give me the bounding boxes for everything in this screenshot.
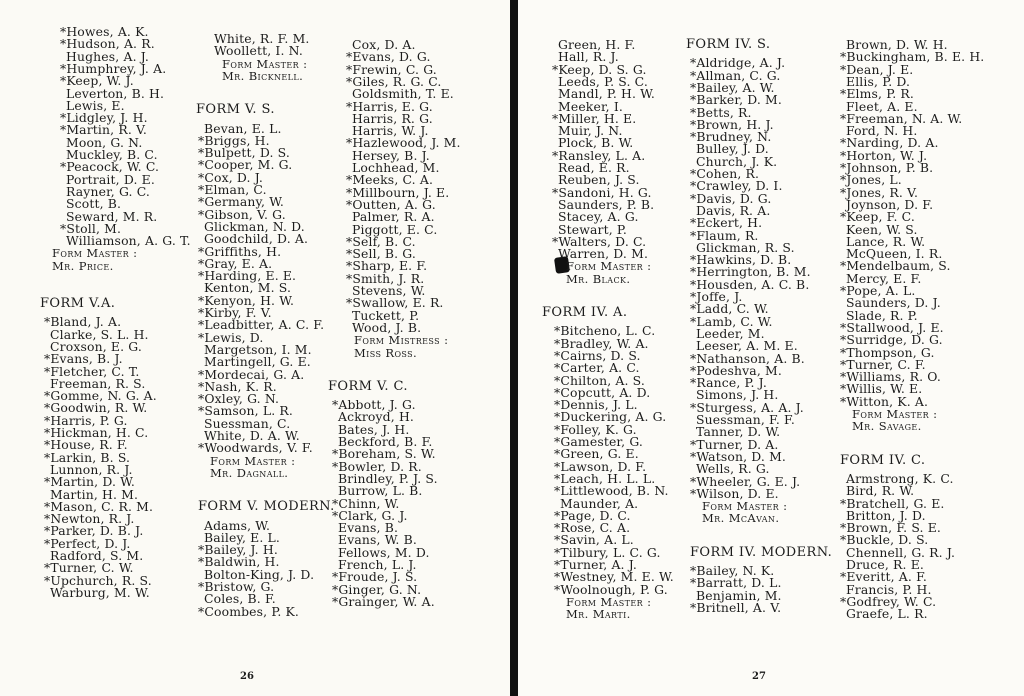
name-entry: *Parker, D. B. J. <box>44 523 144 539</box>
name-entry: *Bailey, J. H. <box>198 542 278 558</box>
name-entry: Bolton-King, J. D. <box>204 566 315 582</box>
name-entry: *Bristow, G. <box>198 579 275 594</box>
name-entry: Keen, W. S. <box>846 221 918 237</box>
name-entry: *Cohen, R. <box>690 166 760 181</box>
name-entry: Stevens, W. <box>352 283 426 298</box>
name-entry: *Crawley, D. I. <box>690 178 783 194</box>
name-entry: Tanner, D. W. <box>696 424 781 440</box>
name-entry: *Bland, J. A. <box>44 314 122 330</box>
name-entry: French, L. J. <box>338 557 417 572</box>
name-entry: Green, H. F. <box>558 37 636 52</box>
name-entry: Evans, B. <box>338 520 399 536</box>
name-entry: *Herrington, B. M. <box>690 264 811 280</box>
name-entry: Bates, J. H. <box>338 421 410 437</box>
name-entry: *Evans, B. J. <box>44 351 123 367</box>
name-entry: Church, J. K. <box>696 153 778 169</box>
name-entry: *Kirby, F. V. <box>198 305 272 320</box>
name-entry: *Wheeler, G. E. J. <box>690 473 801 489</box>
form-heading: FORM IV. A. <box>542 305 628 320</box>
name-entry: *Boreham, S. W. <box>332 446 436 462</box>
name-entry: Warren, D. M. <box>558 246 649 262</box>
name-entry: *Savin, A. L. <box>554 532 634 548</box>
name-entry: Hall, R. J. <box>558 49 619 65</box>
name-entry: Beckford, B. F. <box>338 434 433 449</box>
name-entry: *Peacock, W. C. <box>60 159 160 175</box>
form-heading: FORM V.A. <box>40 296 116 311</box>
form-master-name: Mr. McAvan. <box>702 511 780 526</box>
name-entry: *Copcutt, A. D. <box>554 384 651 400</box>
name-entry: Maunder, A. <box>560 495 639 511</box>
form-master-label: Form Master : <box>566 259 652 274</box>
name-entry: *Surridge, D. G. <box>840 332 943 348</box>
name-entry: *Brudney, N. <box>690 129 772 145</box>
name-entry: Palmer, R. A. <box>352 209 435 225</box>
name-entry: *Lamb, C. W. <box>690 313 773 329</box>
name-entry: Stacey, A. G. <box>558 209 639 225</box>
name-entry: *Horton, W. J. <box>840 147 928 163</box>
name-entry: *Witton, K. A. <box>840 393 929 409</box>
name-entry: *Froude, J. S. <box>332 569 418 585</box>
name-entry: *Flaum, R. <box>690 227 759 243</box>
name-entry: *Ginger, G. N. <box>332 581 422 597</box>
name-entry: *Baldwin, H. <box>198 554 280 570</box>
name-entry: Piggott, E. C. <box>352 221 438 237</box>
name-entry: Benjamin, M. <box>696 587 782 603</box>
name-entry: *Coombes, P. K. <box>198 603 299 619</box>
name-entry: Lewis, E. <box>66 97 125 113</box>
name-entry: Moon, G. N. <box>66 134 143 150</box>
name-entry: Freeman, R. S. <box>50 375 146 391</box>
name-entry: Armstrong, K. C. <box>846 470 954 486</box>
name-entry: Davis, R. A. <box>696 202 771 218</box>
form-heading: FORM IV. C. <box>840 452 926 468</box>
form-master-label: Form Master : <box>566 594 652 609</box>
name-entry: *Stoll, M. <box>60 220 122 236</box>
name-entry: *Abbott, J. G. <box>332 397 416 413</box>
name-entry: *Wilson, D. E. <box>690 485 779 501</box>
name-entry: Simons, J. H. <box>696 387 779 403</box>
name-entry: *Thompson, G. <box>840 344 935 360</box>
form-master-label: Form Master : <box>210 453 296 468</box>
form-master-name: Mr. Marti. <box>566 607 631 622</box>
name-entry: Bulley, J. D. <box>696 141 769 157</box>
form-heading: FORM V. C. <box>328 378 408 394</box>
name-entry: *Humphrey, J. A. <box>60 60 167 76</box>
name-entry: Williamson, A. G. T. <box>66 233 191 249</box>
name-entry: *Gibson, V. G. <box>198 206 286 222</box>
name-entry: *Leach, H. L. L. <box>554 470 656 486</box>
name-entry: Chennell, G. R. J. <box>846 544 956 560</box>
name-entry: Bailey, E. L. <box>204 529 281 545</box>
name-entry: Harris, W. J. <box>352 123 429 139</box>
name-entry: *Cox, D. J. <box>198 169 263 185</box>
name-entry: White, R. F. M. <box>214 31 310 46</box>
form-heading: FORM IV. MODERN. <box>690 544 833 560</box>
name-entry: Saunders, P. B. <box>558 196 655 212</box>
name-entry: *Davis, D. G. <box>690 190 772 206</box>
name-entry: *Hazlewood, J. M. <box>346 135 461 151</box>
name-entry: Mandl, P. H. W. <box>558 86 655 102</box>
name-entry: McQueen, I. R. <box>846 246 943 262</box>
name-entry: *Hawkins, D. B. <box>690 252 792 268</box>
name-entry: Leeder, M. <box>696 325 765 341</box>
name-entry: *Bitcheno, L. C. <box>554 323 656 339</box>
name-entry: *Gamester, G. <box>554 434 644 449</box>
name-entry: Hughes, A. J. <box>66 48 149 64</box>
name-entry: *Bailey, N. K. <box>690 563 775 578</box>
name-entry: *Keep, F. C. <box>840 209 915 225</box>
form-master-label: Form Master : <box>222 56 308 71</box>
name-entry: *Freeman, N. A. W. <box>840 110 963 126</box>
name-entry: Read, E. R. <box>558 160 630 175</box>
name-entry: Martingell, G. E. <box>204 354 311 370</box>
name-entry: Clarke, S. L. H. <box>50 326 149 342</box>
form-master-label: Form Master : <box>852 407 938 421</box>
name-entry: *Willis, W. E. <box>840 381 923 397</box>
name-entry: *Perfect, D. J. <box>44 535 131 551</box>
name-entry: Glickman, N. D. <box>204 218 305 234</box>
form-master-name: Mr. Bicknell. <box>222 68 304 83</box>
name-entry: Lochhead, M. <box>352 160 440 175</box>
name-entry: *Folley, K. G. <box>554 421 637 437</box>
name-entry: *Jones, L. <box>840 172 902 188</box>
name-entry: *Griffiths, H. <box>198 243 282 259</box>
name-entry: *Cairns, D. S. <box>554 347 641 363</box>
name-entry: *Rance, P. J. <box>690 375 767 391</box>
name-entry: Seward, M. R. <box>66 208 158 224</box>
name-entry: *Chilton, A. S. <box>554 372 645 388</box>
name-entry: *Hudson, A. R. <box>60 36 155 52</box>
name-entry: *Betts, R. <box>690 104 752 120</box>
name-entry: *Sturgess, A. A. J. <box>690 399 804 415</box>
name-entry: Warburg, M. W. <box>50 584 150 600</box>
form-heading: FORM V. MODERN. <box>198 499 335 515</box>
name-entry: *Godfrey, W. C. <box>840 593 937 609</box>
name-entry: *Swallow, E. R. <box>346 295 444 311</box>
name-entry: *Larkin, B. S. <box>44 449 131 465</box>
name-entry: *Watson, D. M. <box>690 448 786 464</box>
form-master-name: Mr. Price. <box>52 258 114 273</box>
name-entry: Leeds, P. S. C. <box>558 73 648 89</box>
name-entry: *Pope, A. L. <box>840 283 916 298</box>
form-master-name: Mr. Savage. <box>852 419 922 434</box>
name-entry: *Aldridge, A. J. <box>690 55 786 71</box>
name-entry: Joynson, D. F. <box>846 196 934 212</box>
form-master-name: Miss Ross. <box>354 345 418 360</box>
name-entry: Suessman, F. F. <box>696 412 795 427</box>
name-entry: *Sandoni, H. G. <box>552 184 652 200</box>
form-heading: FORM V. S. <box>196 102 275 118</box>
name-entry: Graefe, L. R. <box>846 606 928 622</box>
book-gutter <box>510 0 518 696</box>
name-entry: *Tilbury, L. C. G. <box>554 544 661 560</box>
name-entry: *Johnson, P. B. <box>840 160 934 175</box>
name-entry: Radford, S. M. <box>50 548 144 563</box>
name-entry: Bevan, E. L. <box>204 120 282 136</box>
name-entry: *Hickman, H. C. <box>44 425 149 440</box>
name-entry: Lance, R. W. <box>846 233 926 249</box>
form-master-label: Form Master : <box>52 246 138 261</box>
name-entry: *Turner, A. J. <box>554 557 637 572</box>
name-entry: *Lidgley, J. H. <box>60 110 148 126</box>
name-entry: *Bradley, W. A. <box>554 335 649 351</box>
name-entry: *Brown, F. S. E. <box>840 520 941 536</box>
name-entry: *Barker, D. M. <box>690 92 782 108</box>
name-entry: *Buckingham, B. E. H. <box>840 49 985 65</box>
name-entry: *Turner, D. A. <box>690 436 779 452</box>
name-entry: *Lawson, D. F. <box>554 458 647 474</box>
name-entry: *Gomme, N. G. A. <box>44 388 157 404</box>
name-entry: *Duckering, A. G. <box>554 409 667 425</box>
name-entry: *Bratchell, G. E. <box>840 495 945 511</box>
name-entry: *Lewis, D. <box>198 329 264 345</box>
name-entry: Kenton, M. S. <box>204 280 292 296</box>
name-entry: Portrait, D. E. <box>66 171 155 187</box>
name-entry: *Smith, J. R. <box>346 270 425 286</box>
name-entry: *Goodwin, R. W. <box>44 400 148 416</box>
name-entry: *Ladd, C. W. <box>690 301 769 317</box>
name-entry: Margetson, I. M. <box>204 341 312 357</box>
name-entry: Lunnon, R. J. <box>50 461 133 477</box>
name-entry: *Frewin, C. G. <box>346 61 437 77</box>
name-entry: *Howes, A. K. <box>60 24 149 39</box>
name-entry: *Woolnough, P. G. <box>554 581 668 597</box>
name-entry: *House, R. F. <box>44 437 128 453</box>
name-entry: *Samson, L. R. <box>198 403 293 419</box>
name-entry: Wells, R. G. <box>696 461 770 477</box>
name-entry: *Britnell, A. V. <box>690 599 782 615</box>
name-entry: *Kenyon, H. W. <box>198 292 295 308</box>
name-entry: Martin, H. M. <box>50 486 139 502</box>
name-entry: *Narding, D. A. <box>840 135 939 151</box>
name-entry: *Dennis, J. L. <box>554 397 638 413</box>
name-entry: *Allman, C. G. <box>690 67 781 83</box>
name-entry: Brindley, P. J. S. <box>338 470 438 486</box>
name-entry: *Rose, C. A. <box>554 520 631 536</box>
name-entry: Wood, J. B. <box>352 319 422 335</box>
name-entry: *Cooper, M. G. <box>198 157 293 173</box>
name-entry: *Bulpett, D. S. <box>198 145 290 161</box>
form-master-name: Mr. Black. <box>566 271 631 286</box>
name-entry: *Everitt, A. F. <box>840 569 927 585</box>
name-entry: *Gray, E. A. <box>198 255 273 271</box>
name-entry: Bird, R. W. <box>846 483 915 499</box>
name-entry: Hersey, B. J. <box>352 147 430 163</box>
name-entry: *Barratt, D. L. <box>690 575 782 591</box>
name-entry: Druce, R. E. <box>846 557 924 572</box>
name-entry: Francis, P. H. <box>846 581 932 597</box>
name-entry: *Clark, G. J. <box>332 507 408 523</box>
name-entry: Harris, R. G. <box>352 110 433 126</box>
name-entry: *Martin, D. W. <box>44 474 135 490</box>
form-master-label: Form Mistress : <box>354 333 449 348</box>
name-entry: *Ransley, L. A. <box>552 147 646 163</box>
name-entry: Burrow, L. B. <box>338 483 423 499</box>
name-entry: *Meeks, C. A. <box>346 172 434 188</box>
name-entry: Ford, N. H. <box>846 123 918 139</box>
page-number-right: 27 <box>752 671 766 682</box>
name-entry: *Stallwood, J. E. <box>840 319 944 335</box>
name-entry: *Leadbitter, A. C. F. <box>198 317 325 333</box>
page-number-left: 26 <box>240 671 254 682</box>
name-entry: *Brown, H. J. <box>690 116 774 132</box>
name-entry: Tuckett, P. <box>352 307 420 323</box>
name-entry: *Elman, C. <box>198 182 267 197</box>
name-entry: *Page, D. C. <box>554 507 631 523</box>
name-entry: Evans, W. B. <box>338 532 417 548</box>
name-entry: *Keep, D. S. G. <box>552 61 647 77</box>
name-entry: Leverton, B. H. <box>66 85 165 101</box>
name-entry: *Harding, E. E. <box>198 268 297 284</box>
name-entry: *Sell, B. G. <box>346 246 416 262</box>
name-entry: *Fletcher, C. T. <box>44 363 140 379</box>
name-entry: Ackroyd, H. <box>338 409 414 425</box>
name-entry: Stewart, P. <box>558 221 627 237</box>
name-entry: *Nathanson, A. B. <box>690 350 805 366</box>
name-entry: Cox, D. A. <box>352 37 416 52</box>
name-entry: *Nash, K. R. <box>198 378 277 394</box>
name-entry: *Harris, E. G. <box>346 98 433 114</box>
name-entry: Fellows, M. D. <box>338 544 430 560</box>
name-entry: *Turner, C. F. <box>840 356 926 372</box>
name-entry: Fleet, A. E. <box>846 98 918 114</box>
name-entry: Mercy, E. F. <box>846 270 922 286</box>
name-entry: Muir, J. N. <box>558 123 623 139</box>
name-entry: *Harris, P. G. <box>44 412 128 428</box>
name-entry: Reuben, J. S. <box>558 172 640 188</box>
name-entry: *Grainger, W. A. <box>332 593 435 609</box>
name-entry: Slade, R. P. <box>846 307 918 323</box>
name-entry: Goldsmith, T. E. <box>352 86 454 102</box>
name-entry: *Mason, C. R. M. <box>44 498 154 514</box>
name-entry: *Turner, C. W. <box>44 560 134 576</box>
name-entry: *Elms, P. R. <box>840 86 914 102</box>
name-entry: Meeker, I. <box>558 98 623 114</box>
name-entry: Woollett, I. N. <box>214 43 303 59</box>
name-entry: Glickman, R. S. <box>696 239 795 255</box>
name-entry: Scott, B. <box>66 196 122 212</box>
name-entry: *Upchurch, R. S. <box>44 572 152 588</box>
name-entry: *Joffe, J. <box>690 289 743 304</box>
name-entry: Rayner, G. C. <box>66 183 151 199</box>
form-master-label: Form Master : <box>702 499 788 514</box>
name-entry: *Mordecai, G. A. <box>198 366 305 382</box>
name-entry: Britton, J. D. <box>846 507 926 523</box>
name-entry: *Germany, W. <box>198 194 285 210</box>
name-entry: *Sharp, E. F. <box>346 258 428 274</box>
name-entry: *Giles, R. G. C. <box>346 73 442 89</box>
name-entry: *Evans, D. G. <box>346 49 431 65</box>
name-entry: *Carter, A. C. <box>554 360 640 376</box>
name-entry: Saunders, D. J. <box>846 295 941 311</box>
name-entry: *Woodwards, V. F. <box>198 440 313 456</box>
name-entry: *Keep, W. J. <box>60 73 134 89</box>
name-entry: *Millbourn, J. E. <box>346 184 450 200</box>
name-entry: *Williams, R. O. <box>840 369 941 385</box>
name-entry: *Walters, D. C. <box>552 233 647 249</box>
name-entry: Muckley, B. C. <box>66 147 158 162</box>
name-entry: *Oxley, G. N. <box>198 391 280 407</box>
name-entry: White, D. A. W. <box>204 428 300 443</box>
name-entry: *Littlewood, B. N. <box>554 483 669 499</box>
name-entry: *Eckert, H. <box>690 215 763 231</box>
form-master-name: Mr. Dagnall. <box>210 465 289 480</box>
name-entry: *Bailey, A. W. <box>690 79 775 95</box>
name-entry: Ellis, P. D. <box>846 73 911 89</box>
name-entry: *Housden, A. C. B. <box>690 276 810 292</box>
name-entry: *Podeshva, M. <box>690 362 782 378</box>
name-entry: Brown, D. W. H. <box>846 37 948 52</box>
name-entry: Adams, W. <box>204 517 271 533</box>
name-entry: *Outten, A. G. <box>346 196 436 212</box>
name-entry: *Mendelbaum, S. <box>840 258 951 274</box>
name-entry: Croxson, E. G. <box>50 338 142 354</box>
name-entry: *Buckle, D. S. <box>840 532 929 548</box>
name-entry: *Miller, H. E. <box>552 110 637 126</box>
name-entry: Plock, B. W. <box>558 135 634 151</box>
name-entry: Goodchild, D. A. <box>204 231 309 247</box>
name-entry: *Westney, M. E. W. <box>554 569 674 585</box>
name-entry: *Chinn, W. <box>332 495 400 511</box>
name-entry: Leeser, A. M. E. <box>696 338 798 354</box>
name-entry: *Briggs, H. <box>198 132 270 148</box>
form-heading: FORM IV. S. <box>686 37 771 52</box>
name-entry: *Bowler, D. R. <box>332 458 422 474</box>
name-entry: *Martin, R. V. <box>60 122 148 138</box>
name-entry: *Jones, R. V. <box>840 184 919 200</box>
name-entry: *Green, G. E. <box>554 446 639 462</box>
name-entry: *Self, B. C. <box>346 233 416 249</box>
name-entry: Coles, B. F. <box>204 591 276 607</box>
name-entry: *Dean, J. E. <box>840 61 914 77</box>
name-entry: Suessman, C. <box>204 415 291 431</box>
name-entry: *Newton, R. J. <box>44 511 135 527</box>
